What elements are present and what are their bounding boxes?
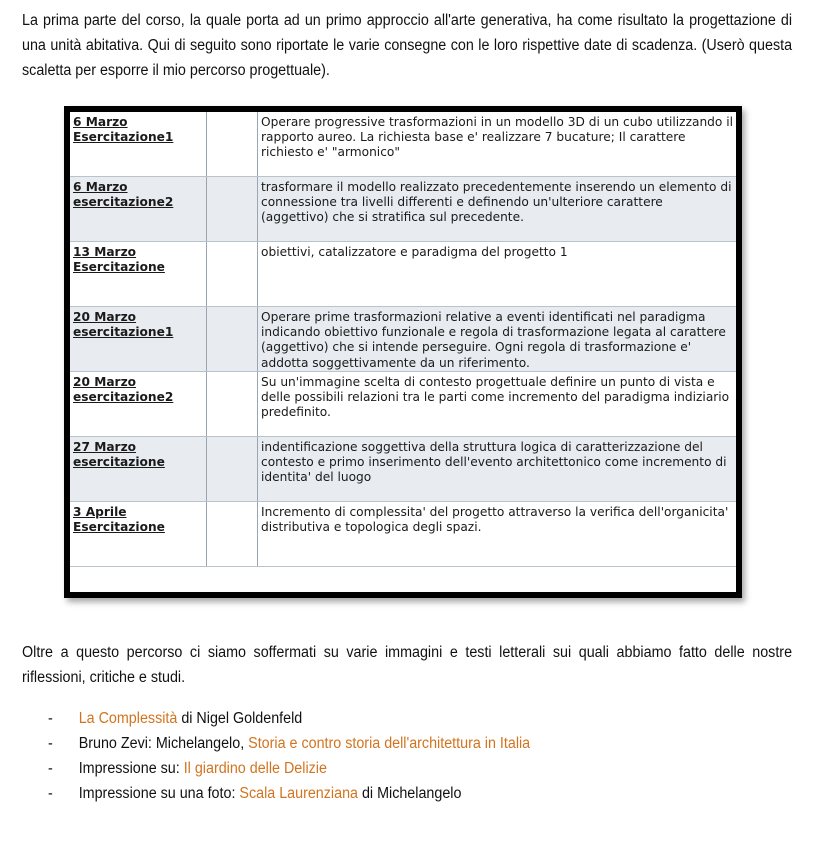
schedule-table-frame <box>64 106 742 598</box>
giardino-delizie-link[interactable]: Il giardino delle Delizie <box>183 760 327 777</box>
empty-cell <box>207 502 258 567</box>
table-row <box>70 437 736 502</box>
empty-cell <box>207 372 258 437</box>
table-row <box>70 502 736 567</box>
reference-list <box>48 706 755 806</box>
list-item-text: di Nigel Goldenfeld <box>177 710 303 727</box>
assignment-description: indentificazione soggettiva della struttura logica di caratterizzazione del contesto e primo inserimento dell'evento architettonico come incremento di identita' del luogo <box>261 440 727 485</box>
empty-cell <box>207 242 258 307</box>
table-row <box>70 177 736 242</box>
list-item <box>48 781 755 806</box>
scala-laurenziana-link[interactable]: Scala Laurenziana <box>239 785 358 802</box>
deadline-date: 20 Marzo esercitazione1 <box>73 310 174 340</box>
assignment-description: trasformare il modello realizzato precedentemente inserendo un elemento di connessione tra livelli differenti e definendo un'ulteriore carattere (aggettivo) che si stratifica sul precedente. <box>261 180 732 225</box>
list-item <box>48 706 755 731</box>
assignment-description: Incremento di complessita' del progetto attraverso la verifica dell'organicita' distributiva e topologica degli spazi. <box>261 505 729 535</box>
list-item <box>48 731 755 756</box>
list-dash: - <box>48 735 53 752</box>
deadline-date: 6 Marzo Esercitazione1 <box>73 115 174 145</box>
deadline-date: 6 Marzo esercitazione2 <box>73 180 174 210</box>
table-row <box>70 112 736 177</box>
storia-architettura-link[interactable]: Storia e contro storia dell'architettura in Italia <box>248 735 531 752</box>
empty-cell <box>207 307 258 372</box>
complessita-link[interactable]: La Complessità <box>78 710 178 727</box>
table-row <box>70 242 736 307</box>
deadline-date: 20 Marzo esercitazione2 <box>73 375 174 405</box>
list-dash: - <box>48 760 53 777</box>
deadline-date: 27 Marzo esercitazione <box>73 440 165 470</box>
assignment-description: Su un'immagine scelta di contesto progettuale definire un punto di vista e delle possibili relazioni tra le parti come incremento del paradigma indiziario predefinito. <box>261 375 730 420</box>
outro-paragraph: Oltre a questo percorso ci siamo soffermati su varie immagini e testi letterali sui quali abbiamo fatto delle nostre riflessioni, critiche e studi. <box>22 644 793 686</box>
list-item-text: di Michelangelo <box>357 785 462 802</box>
list-dash: - <box>48 710 53 727</box>
table-row <box>70 307 736 372</box>
list-item <box>48 756 755 781</box>
intro-paragraph: La prima parte del corso, la quale porta ad un primo approccio all'arte generativa, ha come risultato la progettazione di una unità abitativa. Qui di seguito sono riportate le varie consegne con le loro rispettive date di scadenza. (Userò questa scaletta per esporre il mio percorso progettuale). <box>22 12 793 79</box>
list-dash: - <box>48 785 53 802</box>
list-item-text: Impressione su una foto: <box>78 785 240 802</box>
assignment-description: Operare prime trasformazioni relative a eventi identificati nel paradigma indicando obiettivo funzionale e regola di trasformazione legata al carattere (aggettivo) che si intende perseguire. Ogni regola di trasformazione e' addotta soggettivamente da un riferimento. <box>261 310 726 370</box>
deadline-date: 13 Marzo Esercitazione <box>73 245 165 275</box>
empty-cell <box>207 177 258 242</box>
schedule-table <box>70 112 736 567</box>
empty-cell <box>207 437 258 502</box>
deadline-date: 3 Aprile Esercitazione <box>73 505 165 535</box>
assignment-description: Operare progressive trasformazioni in un modello 3D di un cubo utilizzando il rapporto aureo. La richiesta base e' realizzare 7 bucature; Il carattere richiesto e' "armonico" <box>261 115 734 160</box>
list-item-text: Bruno Zevi: Michelangelo, <box>78 735 249 752</box>
empty-cell <box>207 112 258 177</box>
list-item-text: Impressione su: <box>78 760 184 777</box>
table-row <box>70 372 736 437</box>
assignment-description: obiettivi, catalizzatore e paradigma del progetto 1 <box>261 245 568 259</box>
